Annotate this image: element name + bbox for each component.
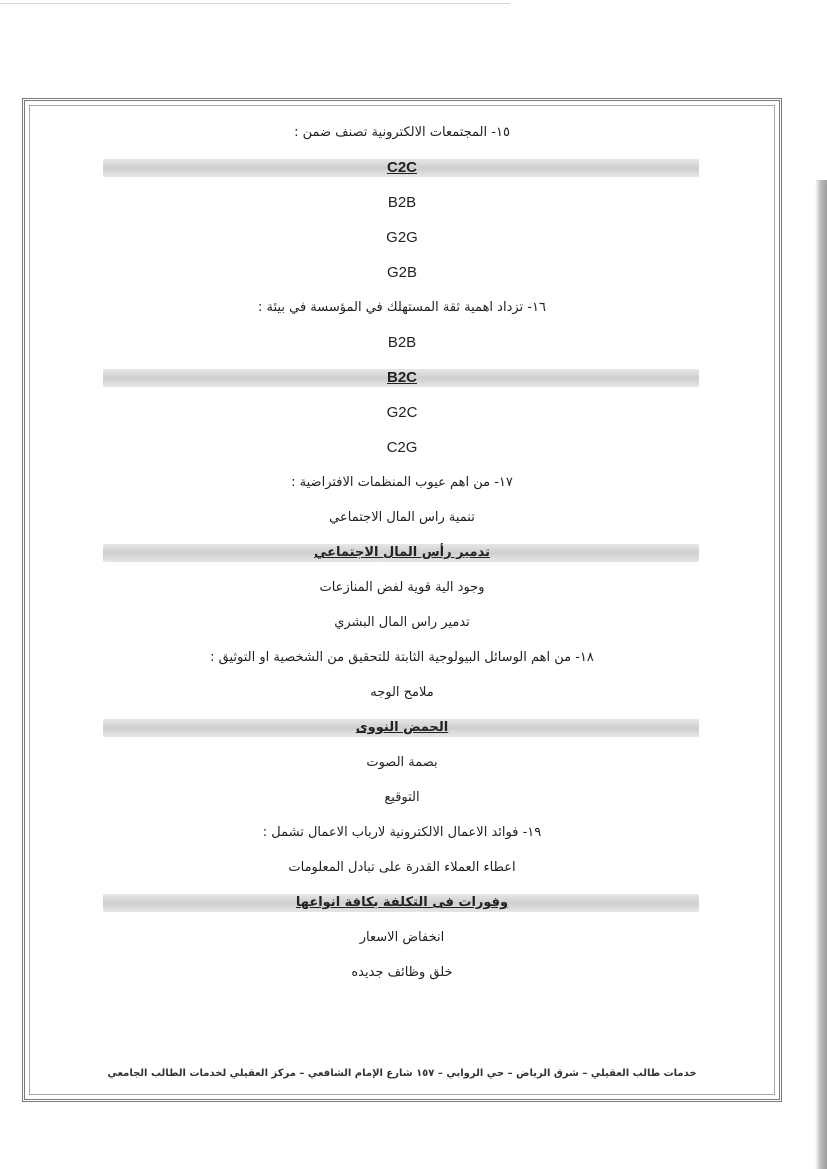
answer-option <box>25 920 779 955</box>
line-text: تدمير راس المال البشري <box>334 615 470 630</box>
line-text: C2G <box>386 439 418 456</box>
answer-option <box>25 430 779 465</box>
question-text <box>25 815 779 850</box>
line-text: ١٥- المجتمعات الالكترونية تصنف ضمن : <box>294 125 510 140</box>
correct-answer <box>25 710 779 745</box>
answer-option <box>25 745 779 780</box>
line-text: G2B <box>386 264 417 281</box>
line-text: G2G <box>386 229 418 246</box>
question-text <box>25 640 779 675</box>
line-text: ملامح الوجه <box>370 685 434 700</box>
answer-option <box>25 850 779 885</box>
line-text: التوقيع <box>384 790 420 805</box>
line-text: B2B <box>387 194 417 211</box>
footer-address: خدمات طالب العقيلي – شرق الرياض – حي الروابي – ١٥٧ شارع الإمام الشافعي – مركز العقيلي لخدمات الطالب الجامعي <box>107 1068 697 1079</box>
answer-option <box>25 500 779 535</box>
correct-answer <box>25 885 779 920</box>
answer-option <box>25 780 779 815</box>
answer-option <box>25 325 779 360</box>
line-text: ١٧- من اهم عيوب المنظمات الافتراضية : <box>291 475 513 490</box>
scan-top-line <box>0 3 510 4</box>
correct-answer <box>25 535 779 570</box>
correct-answer <box>25 150 779 185</box>
line-text: C2C <box>386 159 417 176</box>
line-text: تنمية راس المال الاجتماعي <box>329 510 475 525</box>
answer-option <box>25 395 779 430</box>
line-text: الحمض النووى <box>355 720 449 735</box>
line-text: وجود الية قوية لفض المنازعات <box>319 580 485 595</box>
line-text: خلق وظائف جديده <box>351 965 453 980</box>
line-text: انخفاض الاسعار <box>359 930 445 945</box>
line-text: B2B <box>387 334 417 351</box>
line-text: ١٨- من اهم الوسائل البيولوجية الثابتة للتحقيق من الشخصية او التوثيق : <box>210 650 594 665</box>
line-text: اعطاء العملاء القدرة على تبادل المعلومات <box>288 860 516 875</box>
page-frame <box>22 98 782 1102</box>
question-text <box>25 290 779 325</box>
answer-option <box>25 675 779 710</box>
line-text: B2C <box>386 369 417 386</box>
answer-option <box>25 255 779 290</box>
question-list <box>25 115 779 990</box>
question-text <box>25 115 779 150</box>
line-text: G2C <box>386 404 418 421</box>
answer-option <box>25 570 779 605</box>
question-text <box>25 465 779 500</box>
answer-option <box>25 955 779 990</box>
line-text: وفورات فى التكلفة بكافة انواعها <box>295 895 509 910</box>
line-text: بصمة الصوت <box>366 755 438 770</box>
line-text: تدمير رأس المال الاجتماعي <box>314 545 490 560</box>
answer-option <box>25 605 779 640</box>
line-text: ١٦- تزداد اهمية ثقة المستهلك في المؤسسة في بيئة : <box>258 300 546 315</box>
correct-answer <box>25 360 779 395</box>
answer-option <box>25 220 779 255</box>
answer-option <box>25 185 779 220</box>
scan-edge-shadow <box>815 180 827 1169</box>
line-text: ١٩- فوائد الاعمال الالكترونية لارباب الاعمال تشمل : <box>262 825 542 840</box>
